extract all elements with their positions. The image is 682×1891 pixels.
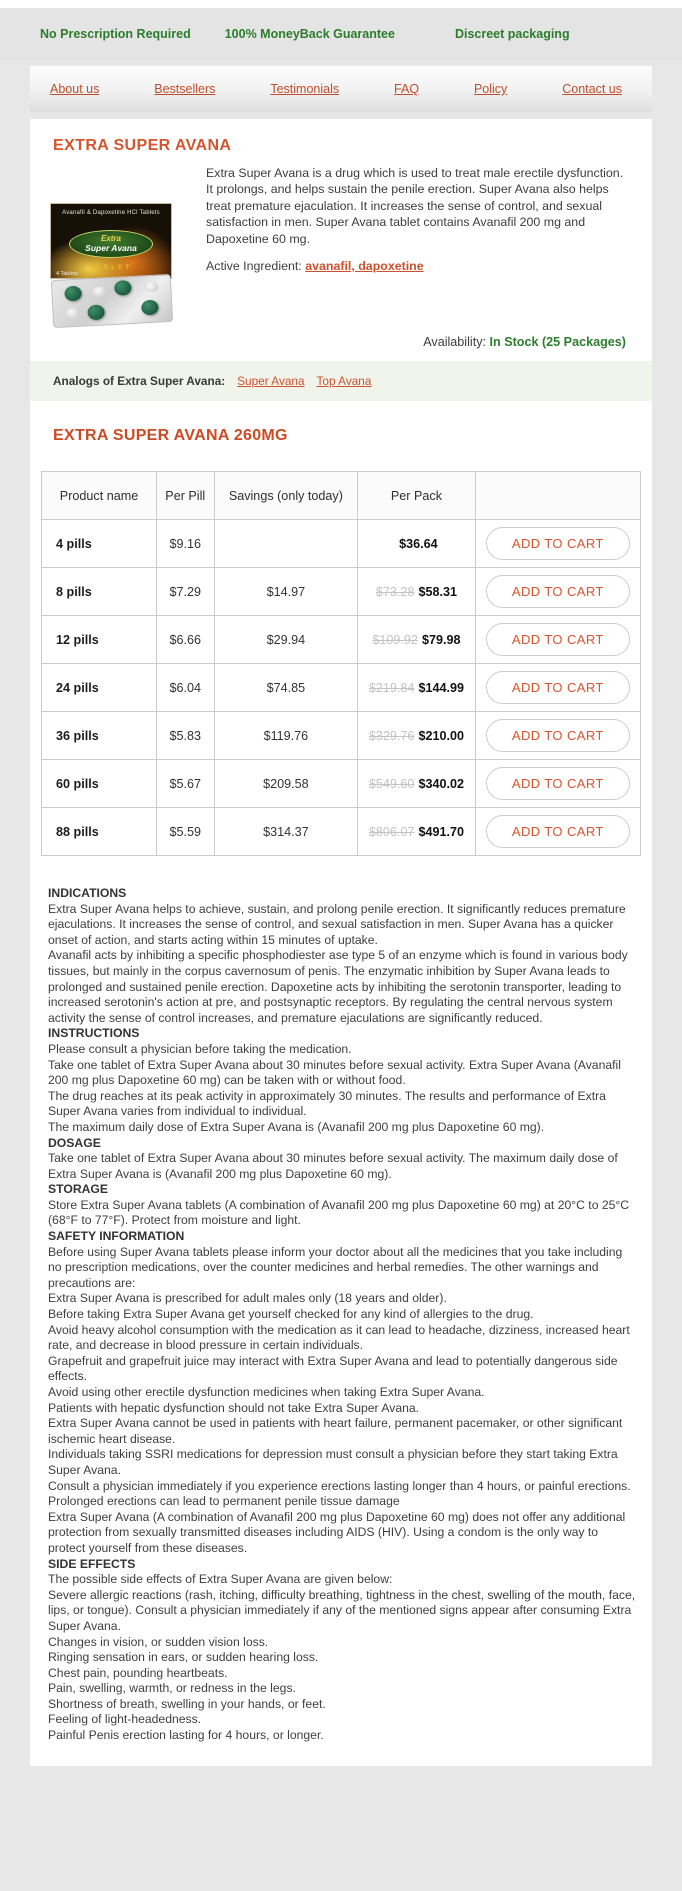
section-paragraph: Individuals taking SSRI medications for depression must consult a physician before they start taking Extra Super Avana.: [48, 1447, 618, 1477]
drug-box-art: [50, 203, 172, 279]
table-row: [42, 760, 641, 808]
analog-link[interactable]: Super Avana: [237, 374, 305, 388]
cell-cart: [475, 664, 640, 712]
old-price: $549.60: [368, 776, 415, 791]
section-paragraph: The maximum daily dose of Extra Super Avana is (Avanafil 200 mg plus Dapoxetine 60 mg).: [48, 1119, 545, 1134]
cell-product-name: 60 pills: [42, 760, 157, 808]
add-to-cart-button[interactable]: ADD TO CART: [486, 719, 631, 752]
table-row: [42, 616, 641, 664]
section-heading: INSTRUCTIONS: [48, 1026, 140, 1041]
section-paragraph: Patients with hepatic dysfunction should not take Extra Super Avana.: [48, 1400, 420, 1415]
section-paragraph: Consult a physician immediately if you experience erections lasting longer than 4 hours, or painful erections. Prolonged erections can lead to permanent penile tissue damage: [48, 1478, 631, 1509]
nav-link-bestsellers[interactable]: Bestsellers: [154, 82, 216, 96]
topbar-item: 100% MoneyBack Guarantee: [224, 27, 395, 41]
pack-price: $79.98: [421, 632, 461, 647]
pack-price: $491.70: [418, 824, 464, 839]
section-heading: SIDE EFFECTS: [48, 1556, 136, 1571]
section-paragraph: Take one tablet of Extra Super Avana about 30 minutes before sexual activity. The maximum daily dose of Extra Super Avana is (Avanafil 200 mg plus Dapoxetine 60 mg).: [48, 1151, 618, 1181]
section-paragraph: Avoid using other erectile dysfunction medicines when taking Extra Super Avana.: [48, 1385, 485, 1399]
box-art-logo: Extra Super Avana: [69, 230, 153, 258]
availability-value: In Stock (25 Packages): [489, 335, 626, 349]
section-paragraph: Feeling of light-headedness.: [48, 1712, 202, 1727]
main-nav: [30, 66, 652, 112]
pack-price: $210.00: [418, 728, 464, 743]
pricing-table-header: [42, 472, 641, 520]
cell-per-pack: [358, 520, 475, 568]
add-to-cart-button[interactable]: ADD TO CART: [486, 671, 631, 704]
pack-price: $58.31: [418, 584, 457, 599]
nav-link-testimonials[interactable]: Testimonials: [270, 82, 340, 96]
section-paragraph: Extra Super Avana helps to achieve, sustain, and prolong penile erection. It significantly reduces premature ejaculations. It increases the sense of control, and sexual satisfaction in men. Super Avana has a quicker onset of action, and starts acting within 15 minutes of uptake.: [48, 901, 626, 947]
cell-cart: [475, 520, 640, 568]
cell-product-name: 8 pills: [42, 568, 157, 616]
table-row: [42, 520, 641, 568]
cell-cart: [475, 760, 640, 808]
pricing-heading: EXTRA SUPER AVANA 260MG: [53, 427, 288, 444]
cell-cart: [475, 712, 640, 760]
section-paragraph: Extra Super Avana (A combination of Avanafil 200 mg plus Dapoxetine 60 mg) does not offer any additional protection from sexually transmitted diseases including AIDS (HIV). Using a condom is the only way to protect yourself from these diseases.: [48, 1509, 626, 1555]
cell-savings: $314.37: [214, 808, 358, 856]
section-paragraph: Before taking Extra Super Avana get yourself checked for any kind of allergies to the drug.: [48, 1307, 534, 1322]
nav-link-faq[interactable]: FAQ: [394, 82, 420, 96]
analogs-bar: [30, 361, 652, 401]
cell-per-pack: [358, 568, 475, 616]
section-paragraph: Shortness of breath, swelling in your hands, or feet.: [48, 1696, 326, 1711]
nav-link-contact-us[interactable]: Contact us: [562, 82, 622, 96]
cell-savings: $14.97: [214, 568, 358, 616]
old-price: $329.76: [368, 728, 415, 743]
section-paragraph: Grapefruit and grapefruit juice may interact with Extra Super Avana and lead to potentially dangerous side effects.: [48, 1353, 618, 1384]
drug-info: [30, 856, 652, 1750]
add-to-cart-button[interactable]: ADD TO CART: [486, 527, 631, 560]
old-price: $109.92: [372, 632, 418, 647]
product-info: [178, 165, 626, 325]
table-row: [42, 568, 641, 616]
pricing-column-header: [475, 472, 640, 520]
cell-per-pill: $5.59: [157, 808, 215, 856]
content-card: [30, 119, 652, 1766]
section-heading: STORAGE: [48, 1182, 109, 1197]
section-paragraph: Changes in vision, or sudden vision loss.: [48, 1634, 269, 1649]
section-paragraph: The drug reaches at its peak activity in approximately 30 minutes. The results and performance of Extra Super Avana varies from individual to individual.: [48, 1088, 606, 1119]
active-ingredient-label: Active Ingredient:: [206, 259, 302, 274]
product-image: [50, 203, 178, 325]
cell-product-name: 88 pills: [42, 808, 157, 856]
pricing-column-header: Per Pill: [157, 472, 215, 520]
section-paragraph: Before using Super Avana tablets please inform your doctor about all the medicines that you take including no prescription medications, over the counter medicines and herbal remedies. The other warnings and precautions are:: [48, 1244, 623, 1290]
cell-per-pack: [358, 616, 475, 664]
blister-pack: [51, 274, 173, 328]
availability-label: Availability:: [423, 335, 486, 349]
active-ingredient-row: [206, 259, 626, 273]
section-paragraph: Severe allergic reactions (rash, itching, difficulty breathing, tightness in the chest, swelling of the mouth, face, lips, or tongue). Consult a physician immediately if any of the mentioned signs appear after consuming Extra Super Avana.: [48, 1587, 636, 1633]
cell-savings: $29.94: [214, 616, 358, 664]
add-to-cart-button[interactable]: ADD TO CART: [486, 623, 631, 656]
table-row: [42, 808, 641, 856]
add-to-cart-button[interactable]: ADD TO CART: [486, 575, 631, 608]
section-heading: INDICATIONS: [48, 886, 127, 900]
cell-cart: [475, 808, 640, 856]
cell-savings: $74.85: [214, 664, 358, 712]
cell-per-pill: $5.67: [157, 760, 215, 808]
cell-per-pack: [358, 808, 475, 856]
add-to-cart-button[interactable]: ADD TO CART: [486, 767, 631, 800]
section-paragraph: Extra Super Avana is prescribed for adult males only (18 years and older).: [48, 1291, 447, 1306]
nav-link-about-us[interactable]: About us: [50, 82, 100, 96]
table-row: [42, 664, 641, 712]
old-price: $73.28: [375, 584, 415, 599]
table-row: [42, 712, 641, 760]
section-paragraph: Avanafil acts by inhibiting a specific phosphodiester ase type 5 of an enzyme which is found in various body tissues, but mainly in the corpus cavernosum of penis. The enzymatic inhibition by Super Avana leads to prolonged and sustained penile erection. Dapoxetine acts by inhibiting the serotonin transporter, leading to increased serotonin's action at pre, and postsynaptic receptors. By regulating the central nervous system activity the sense of control increases, and premature ejaculations are significantly reduced.: [48, 948, 628, 1025]
product-description: Extra Super Avana is a drug which is used to treat male erectile dysfunction. It prolongs, and helps sustain the penile erection. Super Avana also helps treat premature ejaculation. It increases the sense of control, and sexual satisfaction in men. Super Avana tablet contains Avanafil 200 mg and Dapoxetine 60 mg.: [206, 166, 624, 246]
top-white-strip: [0, 0, 682, 8]
cell-per-pill: $9.16: [157, 520, 215, 568]
active-ingredient-link[interactable]: avanafil, dapoxetine: [305, 259, 424, 274]
box-art-text: TABLET: [89, 264, 133, 271]
box-art-text: 4 Tablets: [56, 271, 78, 277]
cell-per-pack: [358, 712, 475, 760]
section-paragraph: Pain, swelling, warmth, or redness in the legs.: [48, 1681, 296, 1696]
cell-per-pill: $6.04: [157, 664, 215, 712]
section-heading: SAFETY INFORMATION: [48, 1229, 185, 1244]
section-paragraph: Ringing sensation in ears, or sudden hearing loss.: [48, 1650, 319, 1665]
analogs-label: Analogs of Extra Super Avana:: [53, 374, 226, 388]
cell-cart: [475, 568, 640, 616]
cell-savings: [214, 520, 358, 568]
cell-per-pill: $5.83: [157, 712, 215, 760]
cell-savings: $209.58: [214, 760, 358, 808]
add-to-cart-button[interactable]: ADD TO CART: [486, 815, 631, 848]
pricing-column-header: Product name: [42, 472, 157, 520]
cell-cart: [475, 616, 640, 664]
cell-per-pill: $7.29: [157, 568, 215, 616]
pack-price: $36.64: [399, 536, 438, 551]
cell-product-name: 12 pills: [42, 616, 157, 664]
analog-link[interactable]: Top Avana: [316, 374, 372, 388]
pricing-column-header: Savings (only today): [214, 472, 358, 520]
page-title: EXTRA SUPER AVANA: [53, 137, 232, 154]
box-art-text: Avanafil & Dapoxetine HCl Tablets: [62, 210, 160, 216]
section-paragraph: Store Extra Super Avana tablets (A combination of Avanafil 200 mg plus Dapoxetine 60 mg) at 20°C to 25°C (68°F to 77°F). Protect from moisture and light.: [48, 1197, 630, 1228]
section-paragraph: Painful Penis erection lasting for 4 hours, or longer.: [48, 1728, 324, 1743]
pack-price: $144.99: [418, 680, 464, 695]
cell-per-pill: $6.66: [157, 616, 215, 664]
analogs-links: [237, 374, 383, 388]
pricing-table: [41, 471, 641, 856]
topbar-item: Discreet packaging: [454, 27, 570, 41]
section-paragraph: Avoid heavy alcohol consumption with the medication as it can lead to headache, dizziness, increased heart rate, and decrease in blood pressure in certain individuals.: [48, 1322, 630, 1353]
cell-product-name: 4 pills: [42, 520, 157, 568]
topbar-item: No Prescription Required: [40, 27, 191, 41]
cell-product-name: 36 pills: [42, 712, 157, 760]
cell-product-name: 24 pills: [42, 664, 157, 712]
section-paragraph: Please consult a physician before taking the medication.: [48, 1041, 352, 1056]
nav-link-policy[interactable]: Policy: [473, 82, 508, 96]
cell-per-pack: [358, 760, 475, 808]
pack-price: $340.02: [418, 776, 464, 791]
section-paragraph: Take one tablet of Extra Super Avana about 30 minutes before sexual activity. Extra Super Avana (Avanafil 200 mg plus Dapoxetine 60 mg) can be taken with or without food.: [48, 1057, 621, 1088]
section-paragraph: Extra Super Avana cannot be used in patients with heart failure, permanent pacemaker, or other significant ischemic heart disease.: [48, 1416, 623, 1446]
section-paragraph: The possible side effects of Extra Super Avana are given below:: [48, 1572, 393, 1587]
old-price: $219.84: [368, 680, 415, 695]
availability-row: [30, 335, 652, 349]
old-price: $806.07: [368, 824, 415, 839]
topbar: [0, 8, 682, 60]
pricing-column-header: Per Pack: [358, 472, 475, 520]
section-heading: DOSAGE: [48, 1135, 101, 1150]
cell-per-pack: [358, 664, 475, 712]
cell-savings: $119.76: [214, 712, 358, 760]
section-paragraph: Chest pain, pounding heartbeats.: [48, 1665, 228, 1680]
product-overview: [30, 155, 652, 325]
